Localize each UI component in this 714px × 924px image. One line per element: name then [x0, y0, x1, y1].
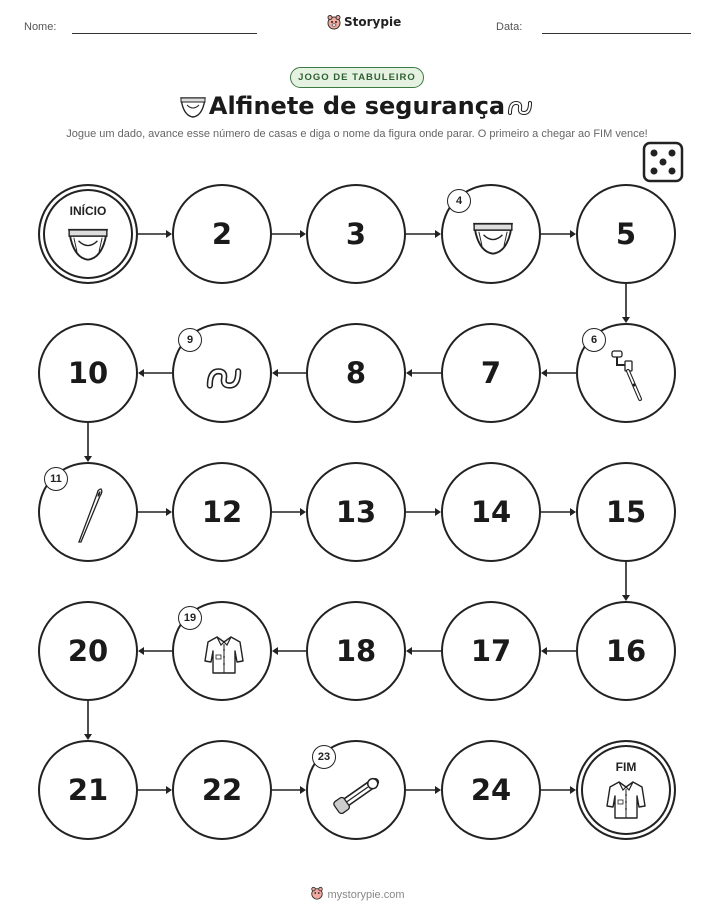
board-space-17	[441, 601, 541, 701]
arrow-21	[138, 786, 172, 794]
space-number: 7	[480, 356, 502, 390]
board-space-2	[172, 184, 272, 284]
board-space-8	[306, 323, 406, 423]
arrow-15	[622, 562, 630, 601]
arrow-6	[541, 369, 576, 377]
space-number-badge: 9	[178, 328, 202, 352]
space-number: 21	[67, 773, 109, 807]
arrow-4	[541, 230, 576, 238]
board-space-9	[172, 323, 272, 423]
arrow-18	[272, 647, 306, 655]
arrow-23	[406, 786, 441, 794]
arrow-16	[541, 647, 576, 655]
arrow-9	[138, 369, 172, 377]
space-number: 24	[470, 773, 512, 807]
arrow-12	[272, 508, 306, 516]
clamp-icon	[608, 349, 648, 410]
board-space-11	[38, 462, 138, 562]
space-number: 22	[201, 773, 243, 807]
space-number-badge: 23	[312, 745, 336, 769]
footer-url: mystorypie.com	[327, 889, 405, 901]
arrow-14	[541, 508, 576, 516]
arrow-5	[622, 284, 630, 323]
space-number: 14	[470, 495, 512, 529]
space-number: 10	[67, 356, 109, 390]
date-label: Data:	[496, 21, 523, 33]
space-number: 3	[345, 217, 367, 251]
space-number: 12	[201, 495, 243, 529]
space-number: 8	[345, 356, 367, 390]
start-space	[38, 184, 138, 284]
hook-icon	[201, 360, 247, 399]
needle-icon	[75, 486, 105, 551]
space-number-badge: 4	[447, 189, 471, 213]
shirt-icon	[202, 633, 246, 682]
finish-space	[576, 740, 676, 840]
arrow-17	[406, 647, 441, 655]
shirt-icon	[604, 778, 648, 827]
safety-pin-icon	[330, 774, 386, 819]
board-space-22	[172, 740, 272, 840]
board-space-10	[38, 323, 138, 423]
board-space-13	[306, 462, 406, 562]
space-number: 5	[615, 217, 637, 251]
arrow-10	[84, 423, 92, 462]
board-space-3	[306, 184, 406, 284]
arrow-3	[406, 230, 441, 238]
arrow-20	[84, 701, 92, 740]
board-space-14	[441, 462, 541, 562]
space-number: 2	[211, 217, 233, 251]
board-space-24	[441, 740, 541, 840]
arrow-7	[406, 369, 441, 377]
arrow-19	[138, 647, 172, 655]
space-number: 13	[335, 495, 377, 529]
name-label: Nome:	[24, 21, 57, 33]
finish-label: FIM	[615, 760, 637, 774]
board-space-5	[576, 184, 676, 284]
space-number-badge: 19	[178, 606, 202, 630]
game-type-badge: JOGO DE TABULEIRO	[290, 67, 424, 88]
start-label: INÍCIO	[69, 204, 107, 218]
arrow-8	[272, 369, 306, 377]
space-number-badge: 6	[582, 328, 606, 352]
space-number: 20	[67, 634, 109, 668]
board-space-18	[306, 601, 406, 701]
instructions: Jogue um dado, avance esse número de casas e diga o nome da figura onde parar. O primeiro a chegar ao FIM vence!	[66, 128, 648, 140]
board-space-23	[306, 740, 406, 840]
arrow-22	[272, 786, 306, 794]
diaper-icon	[66, 225, 110, 268]
board-space-16	[576, 601, 676, 701]
board-space-19	[172, 601, 272, 701]
board-space-12	[172, 462, 272, 562]
space-number: 15	[605, 495, 647, 529]
board-space-21	[38, 740, 138, 840]
space-number: 18	[335, 634, 377, 668]
brand-name: Storypie	[344, 15, 402, 29]
arrow-1	[138, 230, 172, 238]
space-number: 17	[470, 634, 512, 668]
arrow-13	[406, 508, 441, 516]
space-number: 16	[605, 634, 647, 668]
diaper-icon	[471, 219, 515, 262]
space-number-badge: 11	[44, 467, 68, 491]
arrow-24	[541, 786, 576, 794]
arrow-11	[138, 508, 172, 516]
board-space-6	[576, 323, 676, 423]
arrow-2	[272, 230, 306, 238]
board-space-7	[441, 323, 541, 423]
board-space-20	[38, 601, 138, 701]
board-space-15	[576, 462, 676, 562]
page-title: Alfinete de segurança	[208, 92, 506, 120]
board-space-4	[441, 184, 541, 284]
